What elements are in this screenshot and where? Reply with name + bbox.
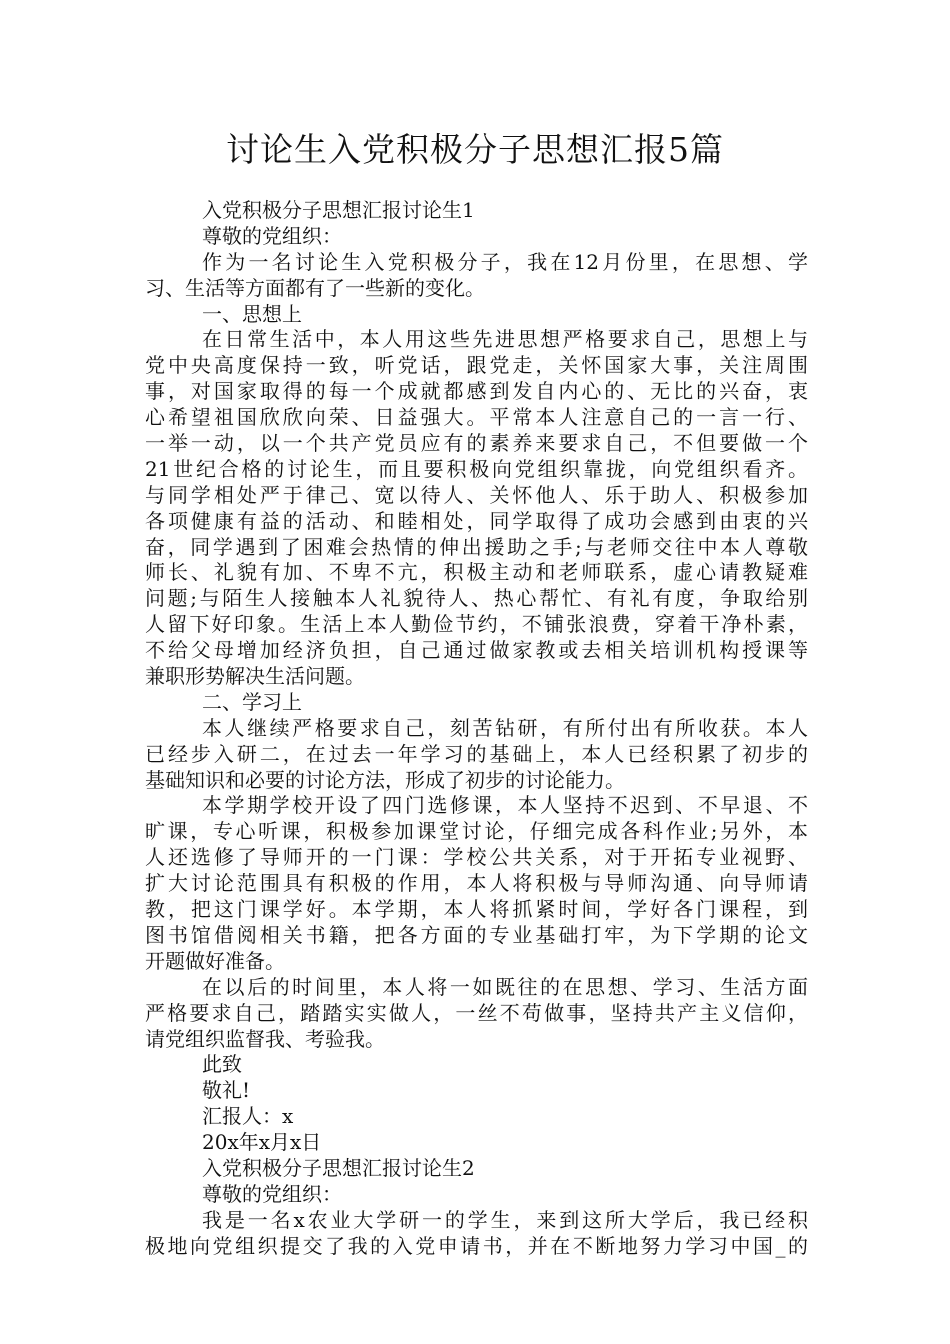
text-line: 旷课，专心听课，积极参加课堂讨论，仔细完成各科作业;另外，本 — [145, 819, 808, 844]
text-line: 基础知识和必要的讨论方法，形成了初步的讨论能力。 — [145, 767, 625, 792]
text-line: 作为一名讨论生入党积极分子，我在12月份里，在思想、学 — [202, 249, 808, 274]
text-line: 一举一动，以一个共产党员应有的素养来要求自己，不但要做一个 — [145, 431, 808, 456]
text-line: 在日常生活中，本人用这些先进思想严格要求自己，思想上与 — [202, 327, 808, 352]
document-body — [145, 198, 808, 1260]
text-line: 与同学相处严于律己、宽以待人、关怀他人、乐于助人、积极参加 — [145, 482, 808, 507]
text-line: 奋，同学遇到了困难会热情的伸出援助之手;与老师交往中本人尊敬 — [145, 534, 808, 559]
text-line: 极地向党组织提交了我的入党申请书，并在不断地努力学习中国_的 — [145, 1233, 808, 1258]
text-line: 党中央高度保持一致，听党话，跟党走，关怀国家大事，关注周围 — [145, 353, 808, 378]
text-line: 心希望祖国欣欣向荣、日益强大。平常本人注意自己的一言一行、 — [145, 405, 808, 430]
text-line: 汇报人：x — [202, 1104, 294, 1129]
text-line: 尊敬的党组织： — [202, 223, 342, 248]
text-line: 本人继续严格要求自己，刻苦钻研，有所付出有所收获。本人 — [202, 715, 808, 740]
text-line: 人留下好印象。生活上本人勤俭节约，不铺张浪费，穿着干净朴素， — [145, 612, 808, 637]
text-line: 此致 — [202, 1052, 242, 1077]
text-line: 请党组织监督我、考验我。 — [145, 1026, 385, 1051]
text-line: 开题做好准备。 — [145, 948, 285, 973]
text-line: 各项健康有益的活动、和睦相处，同学取得了成功会感到由衷的兴 — [145, 508, 808, 533]
text-line: 在以后的时间里，本人将一如既往的在思想、学习、生活方面 — [202, 974, 808, 999]
text-line: 扩大讨论范围具有积极的作用，本人将积极与导师沟通、向导师请 — [145, 871, 808, 896]
text-line: 二、学习上 — [202, 689, 302, 714]
text-line: 入党积极分子思想汇报讨论生1 — [202, 198, 475, 222]
text-line: 敬礼! — [202, 1078, 251, 1103]
text-line: 不给父母增加经济负担，自己通过做家教或去相关培训机构授课等 — [145, 638, 808, 663]
text-line: 教，把这门课学好。本学期，本人将抓紧时间，学好各门课程，到 — [145, 897, 808, 922]
text-line: 事，对国家取得的每一个成就都感到发自内心的、无比的兴奋，衷 — [145, 379, 808, 404]
text-line: 本学期学校开设了四门选修课，本人坚持不迟到、不早退、不 — [202, 793, 808, 818]
document-title: 讨论生入党积极分子思想汇报5篇 — [226, 130, 724, 169]
text-line: 已经步入研二，在过去一年学习的基础上，本人已经积累了初步的 — [145, 741, 808, 766]
text-line: 严格要求自己，踏踏实实做人，一丝不苟做事，坚持共产主义信仰， — [145, 1000, 808, 1025]
text-line: 入党积极分子思想汇报讨论生2 — [202, 1155, 475, 1180]
text-line: 20x年x月x日 — [202, 1130, 322, 1155]
text-line: 兼职形势解决生活问题。 — [145, 664, 365, 689]
text-line: 问题;与陌生人接触本人礼貌待人、热心帮忙、有礼有度，争取给别 — [145, 586, 808, 611]
text-line: 图书馆借阅相关书籍，把各方面的专业基础打牢，为下学期的论文 — [145, 922, 808, 947]
text-line: 我是一名x农业大学研一的学生，来到这所大学后，我已经积 — [202, 1207, 808, 1232]
text-line: 尊敬的党组织： — [202, 1181, 342, 1206]
text-line: 人还选修了导师开的一门课：学校公共关系，对于开拓专业视野、 — [145, 845, 808, 870]
text-line: 师长、礼貌有加、不卑不亢，积极主动和老师联系，虚心请教疑难 — [145, 560, 808, 585]
text-line: 习、生活等方面都有了一些新的变化。 — [145, 275, 485, 300]
text-line: 一、思想上 — [202, 301, 302, 326]
text-line: 21世纪合格的讨论生，而且要积极向党组织靠拢，向党组织看齐。 — [145, 456, 808, 481]
